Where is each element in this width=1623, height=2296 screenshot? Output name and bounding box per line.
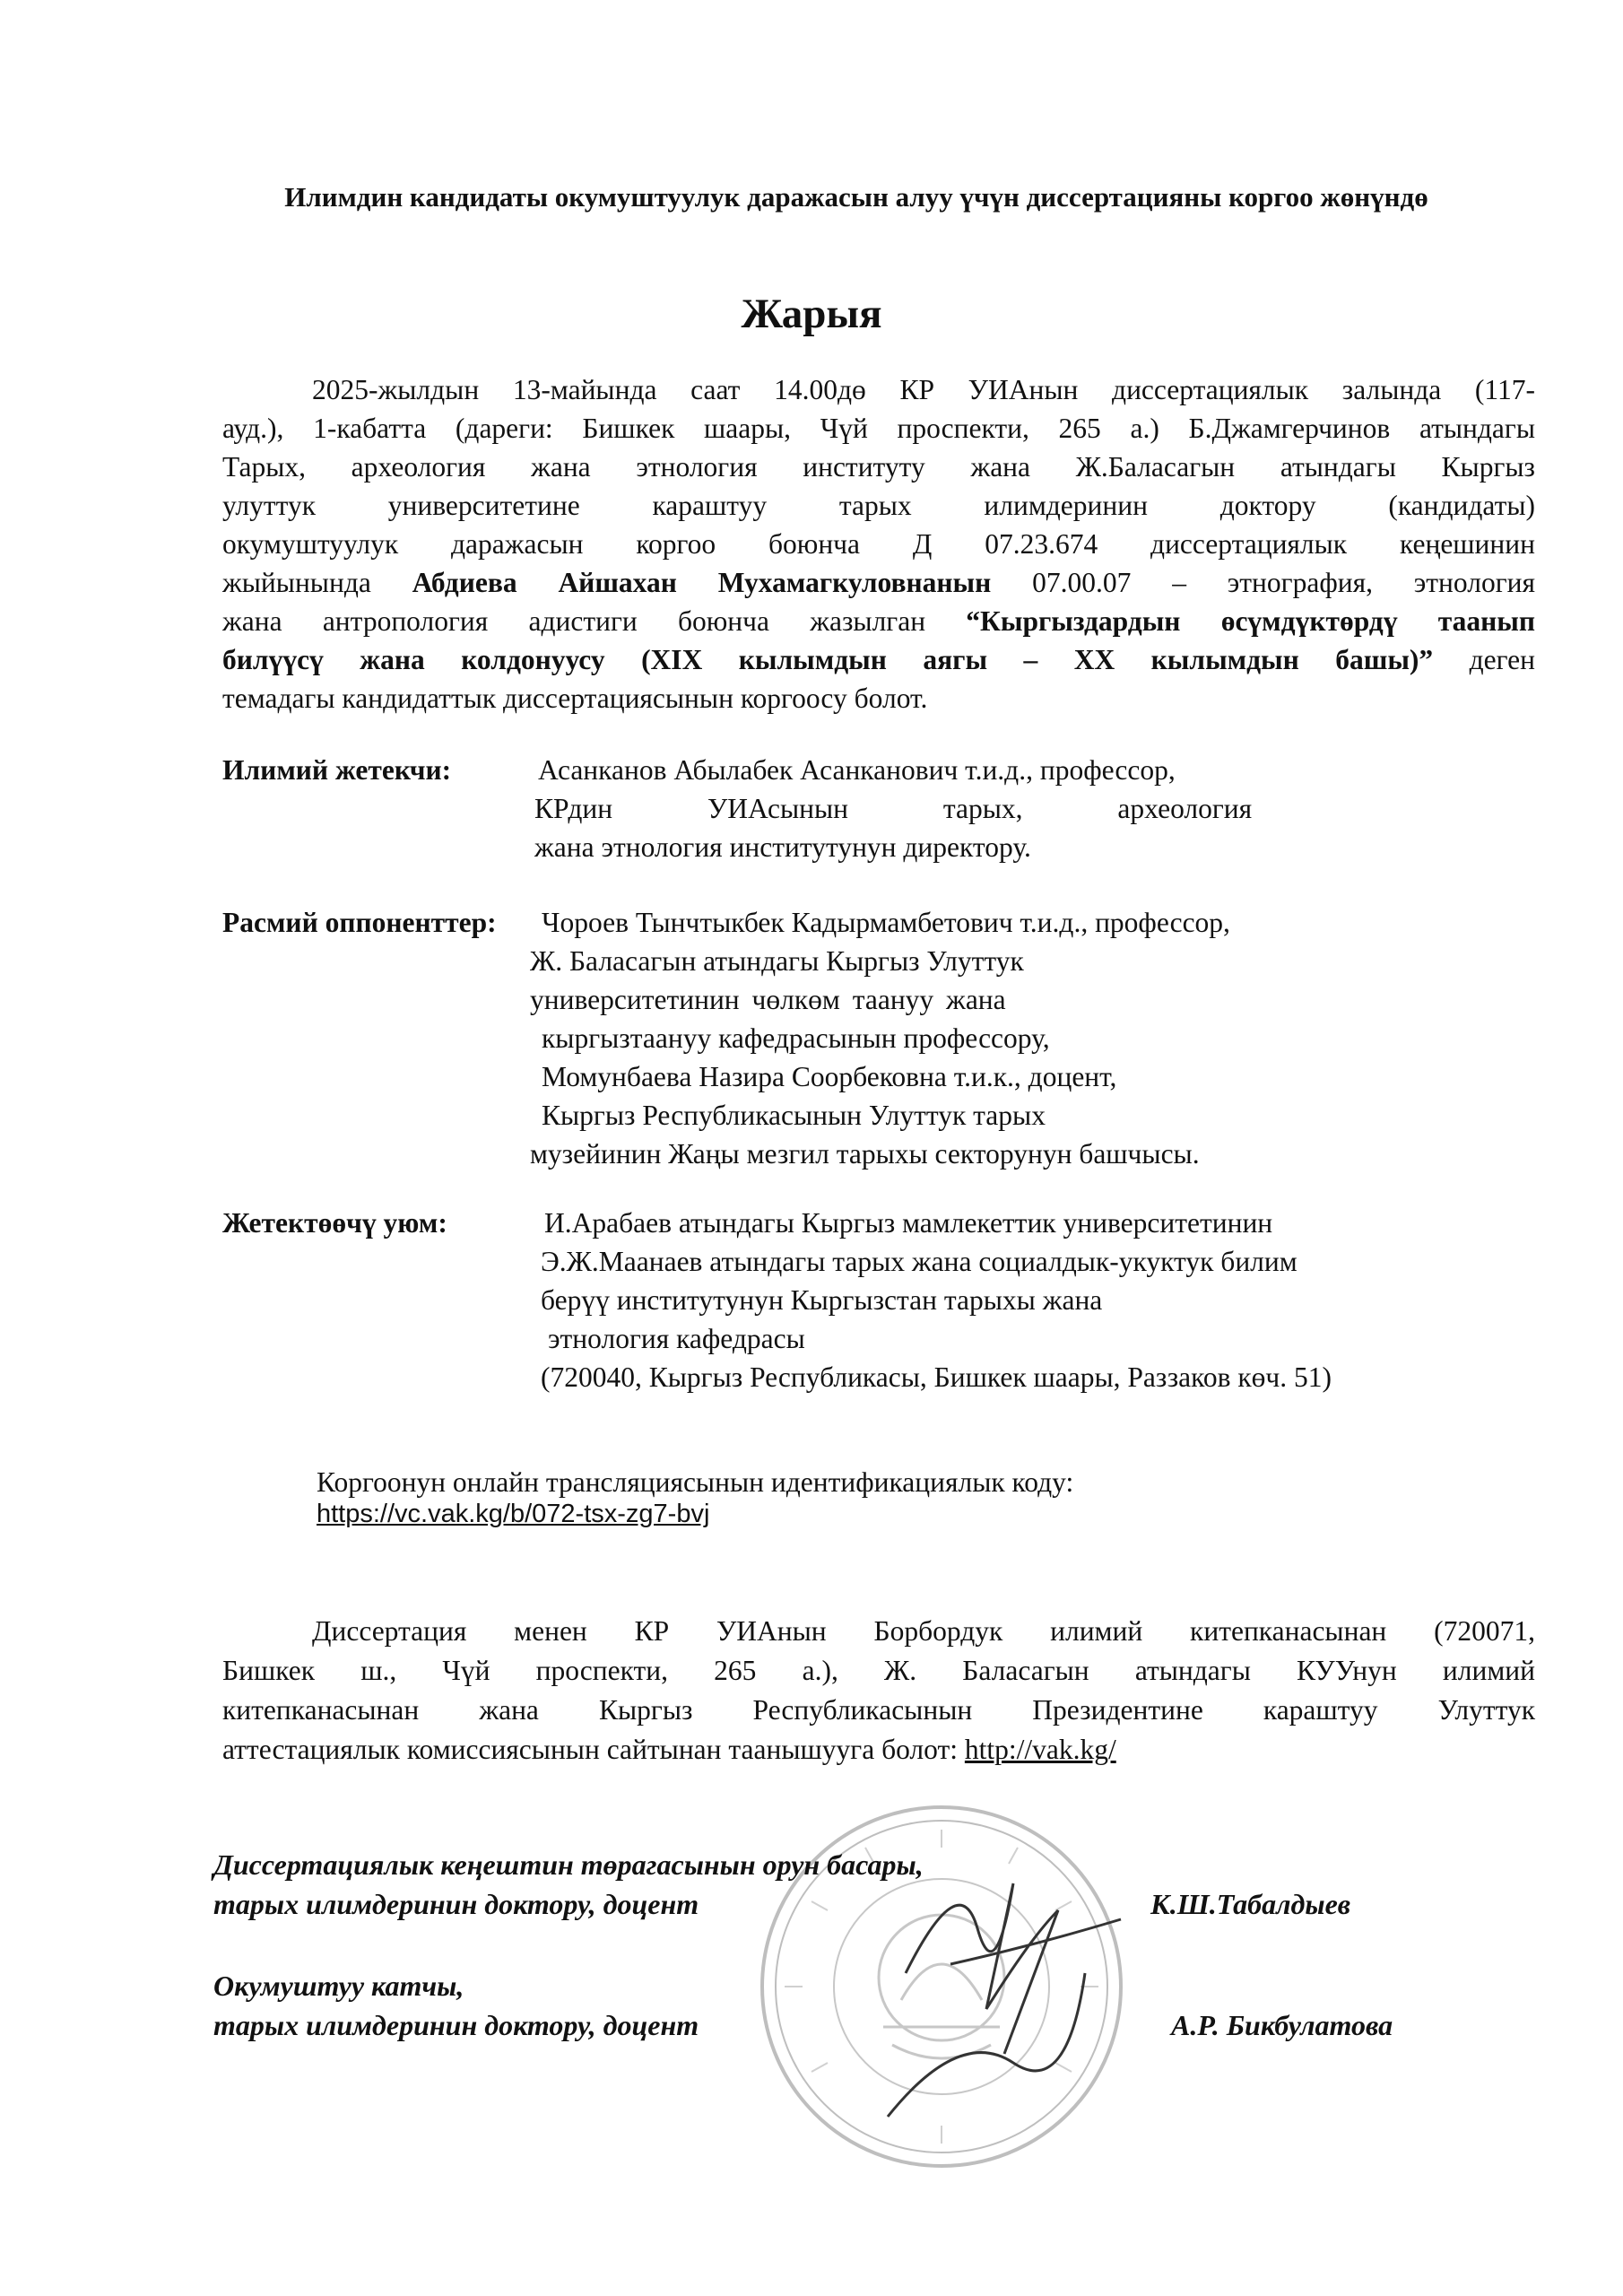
library-line: китепканасынан жана Кыргыз Республикасынын Президентине караштуу Улуттук [222,1694,1535,1726]
opponent-line: музейинин Жаңы мезгил тарыхы секторунун башчысы. [530,1138,1200,1170]
scientific-secretary-title: Окумуштуу катчы, [213,1970,464,2002]
intro-line [222,602,1535,640]
scientific-secretary-name: А.Р. Бикбулатова [1171,2009,1393,2041]
supervisor-line: Асанканов Абылабек Асанканович т.и.д., профессор, [538,754,1176,786]
intro-line: Тарых, археология жана этнология институту жана Ж.Баласагын атындагы Кыргыз [222,451,1535,483]
intro-line [222,640,1535,679]
announcement-heading: Жарыя [741,291,882,337]
dissertation-topic-b: билүүсү жана колдонуусу (XIX кылымдын аягы – XX кылымдын башы)” [222,644,1434,675]
intro-line [222,563,1535,602]
intro-paragraph [222,370,1535,718]
vak-site-link[interactable]: http://vak.kg/ [964,1734,1116,1765]
supervisor-line-text: КРдин УИАсынын тарых, археология [534,793,1253,824]
dissertation-topic-a: “Кыргыздардын өсүмдүктөрдү таанып [966,605,1535,637]
opponent-line: Чороев Тынчтыкбек Кадырмамбетович т.и.д., профессор, [542,907,1230,938]
opponent-line-text: университетинин чөлкөм таануу жана [530,984,1006,1015]
intro-text: 07.00.07 – этнография, этнология [991,567,1535,598]
document-title: Илимдин кандидаты окумуштуулук даражасын алуу үчүн диссертацияны коргоо жөнүндө [284,181,1428,213]
org-line: И.Арабаев атындагы Кыргыз мамлекеттик университетинин [544,1207,1273,1239]
scientific-secretary-degree: тарых илимдеринин доктору, доцент [213,2009,699,2041]
org-line: берүү институтунун Кыргызстан тарыхы жана [541,1284,1103,1316]
stream-text: Коргоонун онлайн трансляциясынын идентификациялык коду: [317,1466,1074,1498]
opponent-line: Кыргыз Республикасынын Улуттук тарых [542,1100,1046,1131]
council-deputy-chair-name: К.Ш.Табалдыев [1150,1888,1351,1920]
intro-text: жана антропология адистиги боюнча жазылган [222,605,967,637]
org-line: этнология кафедрасы [548,1323,805,1354]
supervisor-line: жана этнология институтунун директору. [534,831,1031,863]
library-paragraph [222,1612,1535,1770]
org-line: Э.Ж.Маанаев атындагы тарых жана социалдык-укуктук билим [541,1246,1298,1277]
intro-line: окумуштуулук даражасын коргоо боюнча Д 07.23.674 диссертациялык кеңешинин [222,528,1535,560]
opponent-line: кыргызтаануу кафедрасынын профессору, [542,1022,1050,1054]
stream-link[interactable]: https://vc.vak.kg/b/072-tsx-zg7-bvj [317,1500,710,1528]
leading-org-label: Жетектөөчү уюм: [222,1207,447,1239]
council-deputy-chair-degree: тарых илимдеринин доктору, доцент [213,1888,699,1920]
org-line: (720040, Кыргыз Республикасы, Бишкек шаары, Раззаков көч. 51) [541,1361,1332,1393]
library-line: Диссертация менен КР УИАнын Борбордук илимий китепканасынан (720071, [312,1615,1535,1647]
intro-text: жыйынында [222,567,412,598]
intro-line: ауд.), 1-кабатта (дареги: Бишкек шаары, Чүй проспекти, 265 а.) Б.Джамгерчинов атындагы [222,413,1535,444]
opponent-line: Ж. Баласагын атындагы Кыргыз Улуттук [530,945,1024,977]
library-line [222,1730,1535,1770]
intro-line: темадагы кандидаттык диссертациясынын коргоосу болот. [222,683,928,714]
library-text: аттестациялык комиссиясынын сайтынан таанышууга болот: [222,1734,965,1765]
opponents-label: Расмий оппоненттер: [222,907,497,938]
opponent-line: Момунбаева Назира Соорбековна т.и.к., доцент, [542,1061,1117,1092]
intro-line: улуттук университетине караштуу тарых илимдеринин доктору (кандидаты) [222,490,1535,521]
supervisor-label: Илимий жетекчи: [222,754,452,786]
supervisor-line [534,789,1253,828]
intro-line: 2025-жылдын 13-майында саат 14.00дө КР УИАнын диссертациялык залында (117- [312,374,1535,405]
candidate-name: Абдиева Айшахан Мухамагкуловнанын [412,567,992,598]
opponent-line [530,980,1006,1019]
council-deputy-chair-title: Диссертациялык кеңештин төрагасынын орун басары, [213,1848,924,1881]
intro-text: деген [1433,644,1535,675]
library-line: Бишкек ш., Чүй проспекти, 265 а.), Ж. Баласагын атындагы КУУнун илимий [222,1655,1535,1686]
